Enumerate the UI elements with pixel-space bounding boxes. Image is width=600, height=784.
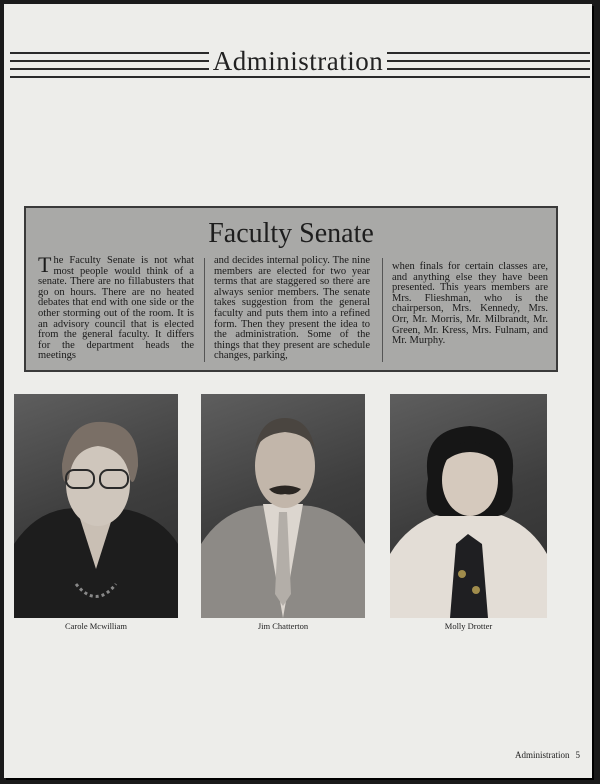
page-number: 5: [575, 750, 580, 760]
column-divider: [204, 258, 205, 362]
footer-section-label: Administration: [515, 750, 570, 760]
portrait-photo: [14, 394, 178, 618]
portrait-woman-glasses: [14, 394, 178, 618]
yearbook-page: [4, 4, 592, 778]
section-title: [4, 46, 592, 77]
page-footer: [515, 750, 580, 760]
portrait-man-mustache: [201, 394, 365, 618]
senate-columns: [36, 252, 548, 366]
senate-text-column-2: and decides internal policy. The nine members are elected for two year terms that are staggered so there are always senior members. The senate takes suggestion from the general faculty and puts them into a refined form. Then they present the idea to the administration. Some of the things that they present are schedule changes, parking,: [214, 255, 370, 362]
portrait-woman-dark-hair: [390, 394, 547, 618]
portrait-caption: Molly Drotter: [444, 621, 493, 631]
portrait-photo: [201, 394, 365, 618]
senate-title: Faculty Senate: [208, 218, 374, 249]
senate-text-column-3: when finals for certain classes are, and anything else they have been presented. This years members are Mrs. Flieshman, who is the chairperson, Mrs. Kennedy, Mrs. Orr, Mr. Morris, Mr. Milbrandt, Mr. Green, Mr. Kress, Mrs. Fulnam, and Mr. Murphy.: [392, 261, 548, 347]
senate-text-column-1: The Faculty Senate is not what most people would think of a senate. There are no fillabusters that go on hours. There are no heated debates that end with one side or the other storming out of the room. It is an advisory council that is elected from the general faculty. It differs for the department heads the meetings: [38, 252, 194, 362]
portrait-caption: Carole Mcwilliam: [64, 621, 128, 631]
column-divider: [382, 258, 383, 362]
portrait-caption: Jim Chatterton: [257, 621, 309, 631]
portrait-photo: [390, 394, 547, 618]
section-title-text: Administration: [209, 46, 388, 76]
faculty-senate-box: [24, 206, 558, 372]
